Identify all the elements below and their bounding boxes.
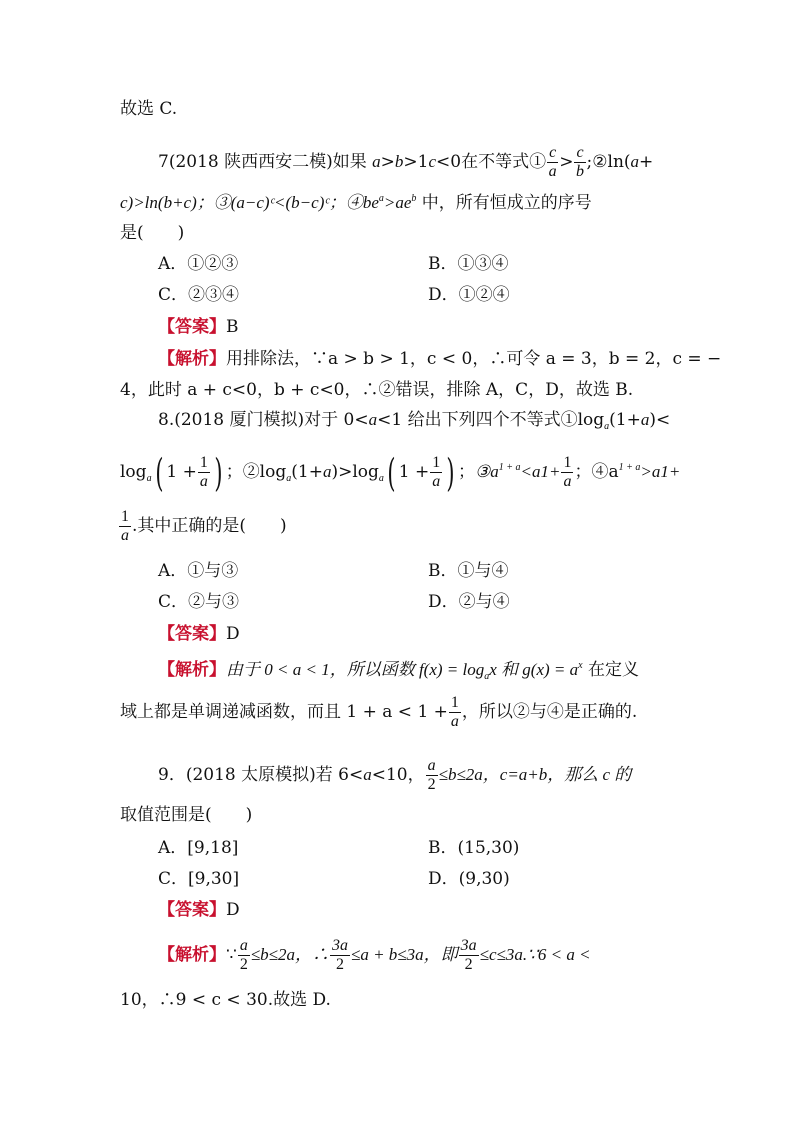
analysis-text: 域上都是单调递减函数，而且 1 + a < 1 +: [120, 702, 448, 722]
var: b: [394, 152, 404, 171]
numerator: a: [239, 937, 248, 954]
op: >1: [403, 152, 429, 172]
q8-text: ③a: [475, 462, 499, 481]
var: a: [363, 765, 372, 784]
q9-analysis-line-2: 10，∴9 < c < 30.故选 D.: [120, 990, 331, 1010]
op: +: [639, 152, 654, 172]
denominator: 2: [336, 956, 344, 973]
q9-option-b[interactable]: B．(15,30): [428, 838, 520, 858]
q7-analysis-line-1: [158, 348, 721, 370]
q8-text: ②log: [242, 462, 287, 482]
analysis-text: 用排除法，∵a > b > 1，c < 0，∴可令 a = 3，b = 2，c = −: [226, 349, 722, 369]
q8-text: 1 +: [166, 462, 197, 482]
numerator: 3a: [460, 937, 477, 954]
answer-tag: 【答案】: [158, 317, 226, 337]
subscript: a: [484, 671, 490, 682]
q7-answer: [158, 316, 239, 338]
q8-option-d[interactable]: D．②与④: [428, 592, 510, 612]
q8-option-c[interactable]: C．②与③: [158, 592, 240, 612]
subscript: a: [286, 473, 292, 484]
q9-analysis-line-1: [158, 933, 591, 977]
q7-text: >ae: [383, 193, 412, 212]
q7-stem-line-2: [120, 188, 592, 214]
q7-stem-line-1: [158, 144, 653, 181]
right-paren: ): [446, 450, 455, 495]
denominator: b: [575, 163, 584, 180]
left-paren: (: [387, 450, 396, 495]
q8-text: <a1+: [520, 462, 561, 481]
analysis-tag: 【解析】: [158, 349, 226, 369]
denominator: a: [563, 473, 572, 490]
denominator: a: [450, 713, 459, 730]
q7-text: c)>ln(b+c)；③(a−c)ᶜ<(b−c)ᶜ；④be: [120, 193, 379, 212]
op: >: [559, 152, 574, 172]
numerator: 1: [450, 694, 459, 711]
analysis-text: ≤b≤2a，∴: [250, 945, 329, 964]
fraction-1-over-a: [430, 454, 442, 491]
analysis-text: ∵: [226, 945, 237, 965]
denominator: 2: [464, 956, 473, 973]
q7-option-d[interactable]: D．①②④: [428, 285, 510, 305]
numerator: 1: [199, 454, 208, 471]
analysis-text: ，所以②与④是正确的.: [461, 702, 638, 722]
q9-answer: [158, 899, 240, 921]
q8-text: >a1+: [640, 462, 681, 481]
q7-option-c[interactable]: C．②③④: [158, 285, 240, 305]
numerator: 1: [432, 454, 441, 471]
denominator: a: [199, 473, 208, 490]
fraction-3a-over-2: [459, 937, 479, 974]
q9-text: <10，: [371, 765, 425, 785]
analysis-tag: 【解析】: [158, 945, 226, 965]
left-paren: (: [154, 450, 164, 495]
analysis-text: 由于 0 < a < 1，所以函数 f(x) = log: [226, 660, 485, 679]
q8-option-a[interactable]: A．①与③: [158, 561, 239, 581]
q7-option-b[interactable]: B．①③④: [428, 254, 509, 274]
log: log: [120, 462, 147, 482]
analysis-text: ≤c≤3a.∵6 < a <: [479, 945, 591, 964]
fraction-1-over-a: [119, 508, 131, 545]
op: >: [380, 152, 395, 172]
q9-text: ≤b≤2a，c=a+b，那么 c 的: [438, 765, 632, 784]
answer-value: D: [226, 900, 240, 920]
denominator: 2: [239, 956, 248, 973]
numerator: 1: [563, 454, 572, 471]
right-paren: ): [214, 450, 223, 495]
analysis-tag: 【解析】: [158, 660, 226, 680]
answer-tag: 【答案】: [158, 900, 226, 920]
q7-text: 中，所有恒成立的序号: [416, 193, 592, 213]
q7-analysis-line-2: 4，此时 a + c<0，b + c<0，∴②错误，排除 A，C，D，故选 B.: [120, 380, 634, 400]
q8-text: 1 +: [398, 462, 430, 482]
q8-analysis-line-1: [158, 655, 639, 688]
q8-stem-line-3: [118, 508, 287, 545]
q8-option-b[interactable]: B．①与④: [428, 561, 509, 581]
var: a: [630, 152, 640, 171]
var: c: [428, 152, 437, 171]
q8-stem-line-2: [120, 446, 680, 501]
fraction-a-over-2: [426, 757, 438, 794]
fraction-c-over-a: [547, 144, 558, 181]
var: a: [640, 410, 650, 429]
subscript: a: [604, 421, 610, 432]
q8-text: 8.(2018 厦门模拟)对于 0<: [158, 410, 369, 430]
q7-text: 7(2018 陕西西安二模)如果: [158, 152, 373, 172]
q9-option-c[interactable]: C．[9,30]: [158, 869, 240, 889]
numerator: c: [549, 144, 557, 161]
numerator: c: [576, 144, 584, 161]
superscript: 1 + a: [498, 462, 521, 473]
q8-stem-line-1: [158, 409, 670, 438]
q8-text: ；: [225, 462, 243, 482]
superscript: b: [411, 193, 417, 204]
var: a: [368, 410, 378, 429]
analysis-text: 在定义: [582, 660, 639, 680]
q8-answer: [158, 623, 240, 645]
numerator: 1: [121, 508, 129, 525]
q9-stem-line-1: [158, 753, 631, 797]
q8-text: ①log: [560, 410, 605, 430]
subscript: a: [378, 473, 384, 484]
numerator: a: [427, 757, 436, 774]
fraction-1-over-a: [561, 454, 573, 491]
subscript: a: [146, 473, 152, 484]
answer-value: D: [226, 624, 240, 644]
var: a: [372, 152, 381, 171]
answer-tag: 【答案】: [158, 624, 226, 644]
fraction-3a-over-2: [330, 937, 350, 974]
q9-text: 9．(2018 太原模拟)若 6<: [158, 765, 364, 785]
q9-option-a[interactable]: A．[9,18]: [158, 838, 239, 858]
answer-value: B: [226, 317, 239, 337]
denominator: a: [121, 527, 129, 544]
q8-text: (1+: [609, 410, 641, 430]
analysis-text: ≤a + b≤3a，即: [351, 945, 458, 964]
denominator: a: [548, 163, 557, 180]
q8-text: )<: [649, 410, 671, 430]
q7-option-a[interactable]: A．①②③: [158, 254, 239, 274]
superscript: a: [378, 193, 384, 204]
analysis-text: x 和 g(x) = a: [489, 660, 579, 679]
q7-text: <0在不等式①: [436, 152, 547, 172]
fraction-1-over-a: [449, 694, 461, 731]
fraction-c-over-b: [574, 144, 585, 181]
fraction-1-over-a: [198, 454, 210, 491]
q9-stem-line-2: 取值范围是( ): [120, 805, 253, 825]
superscript: x: [578, 660, 583, 671]
fraction-a-over-2: [238, 937, 250, 974]
q8-text: .其中正确的是( ): [132, 516, 287, 536]
q8-text: )>log: [331, 462, 379, 482]
q7-text: ;②ln(: [586, 152, 631, 172]
numerator: 3a: [332, 937, 348, 954]
q8-analysis-line-2: [120, 690, 637, 734]
denominator: 2: [427, 776, 436, 793]
previous-answer-ending: 故选 C.: [120, 99, 178, 119]
q8-text: ；④a: [574, 462, 619, 482]
q8-text: <1 给出下列四个不等式: [377, 410, 561, 430]
q8-text: (1+: [291, 462, 323, 482]
superscript: 1 + a: [618, 462, 641, 473]
q7-stem-line-3: 是( ): [120, 223, 185, 243]
q8-text: ；: [458, 462, 476, 482]
var: a: [322, 462, 332, 481]
denominator: a: [432, 473, 441, 490]
q9-option-d[interactable]: D．(9,30): [428, 869, 510, 889]
